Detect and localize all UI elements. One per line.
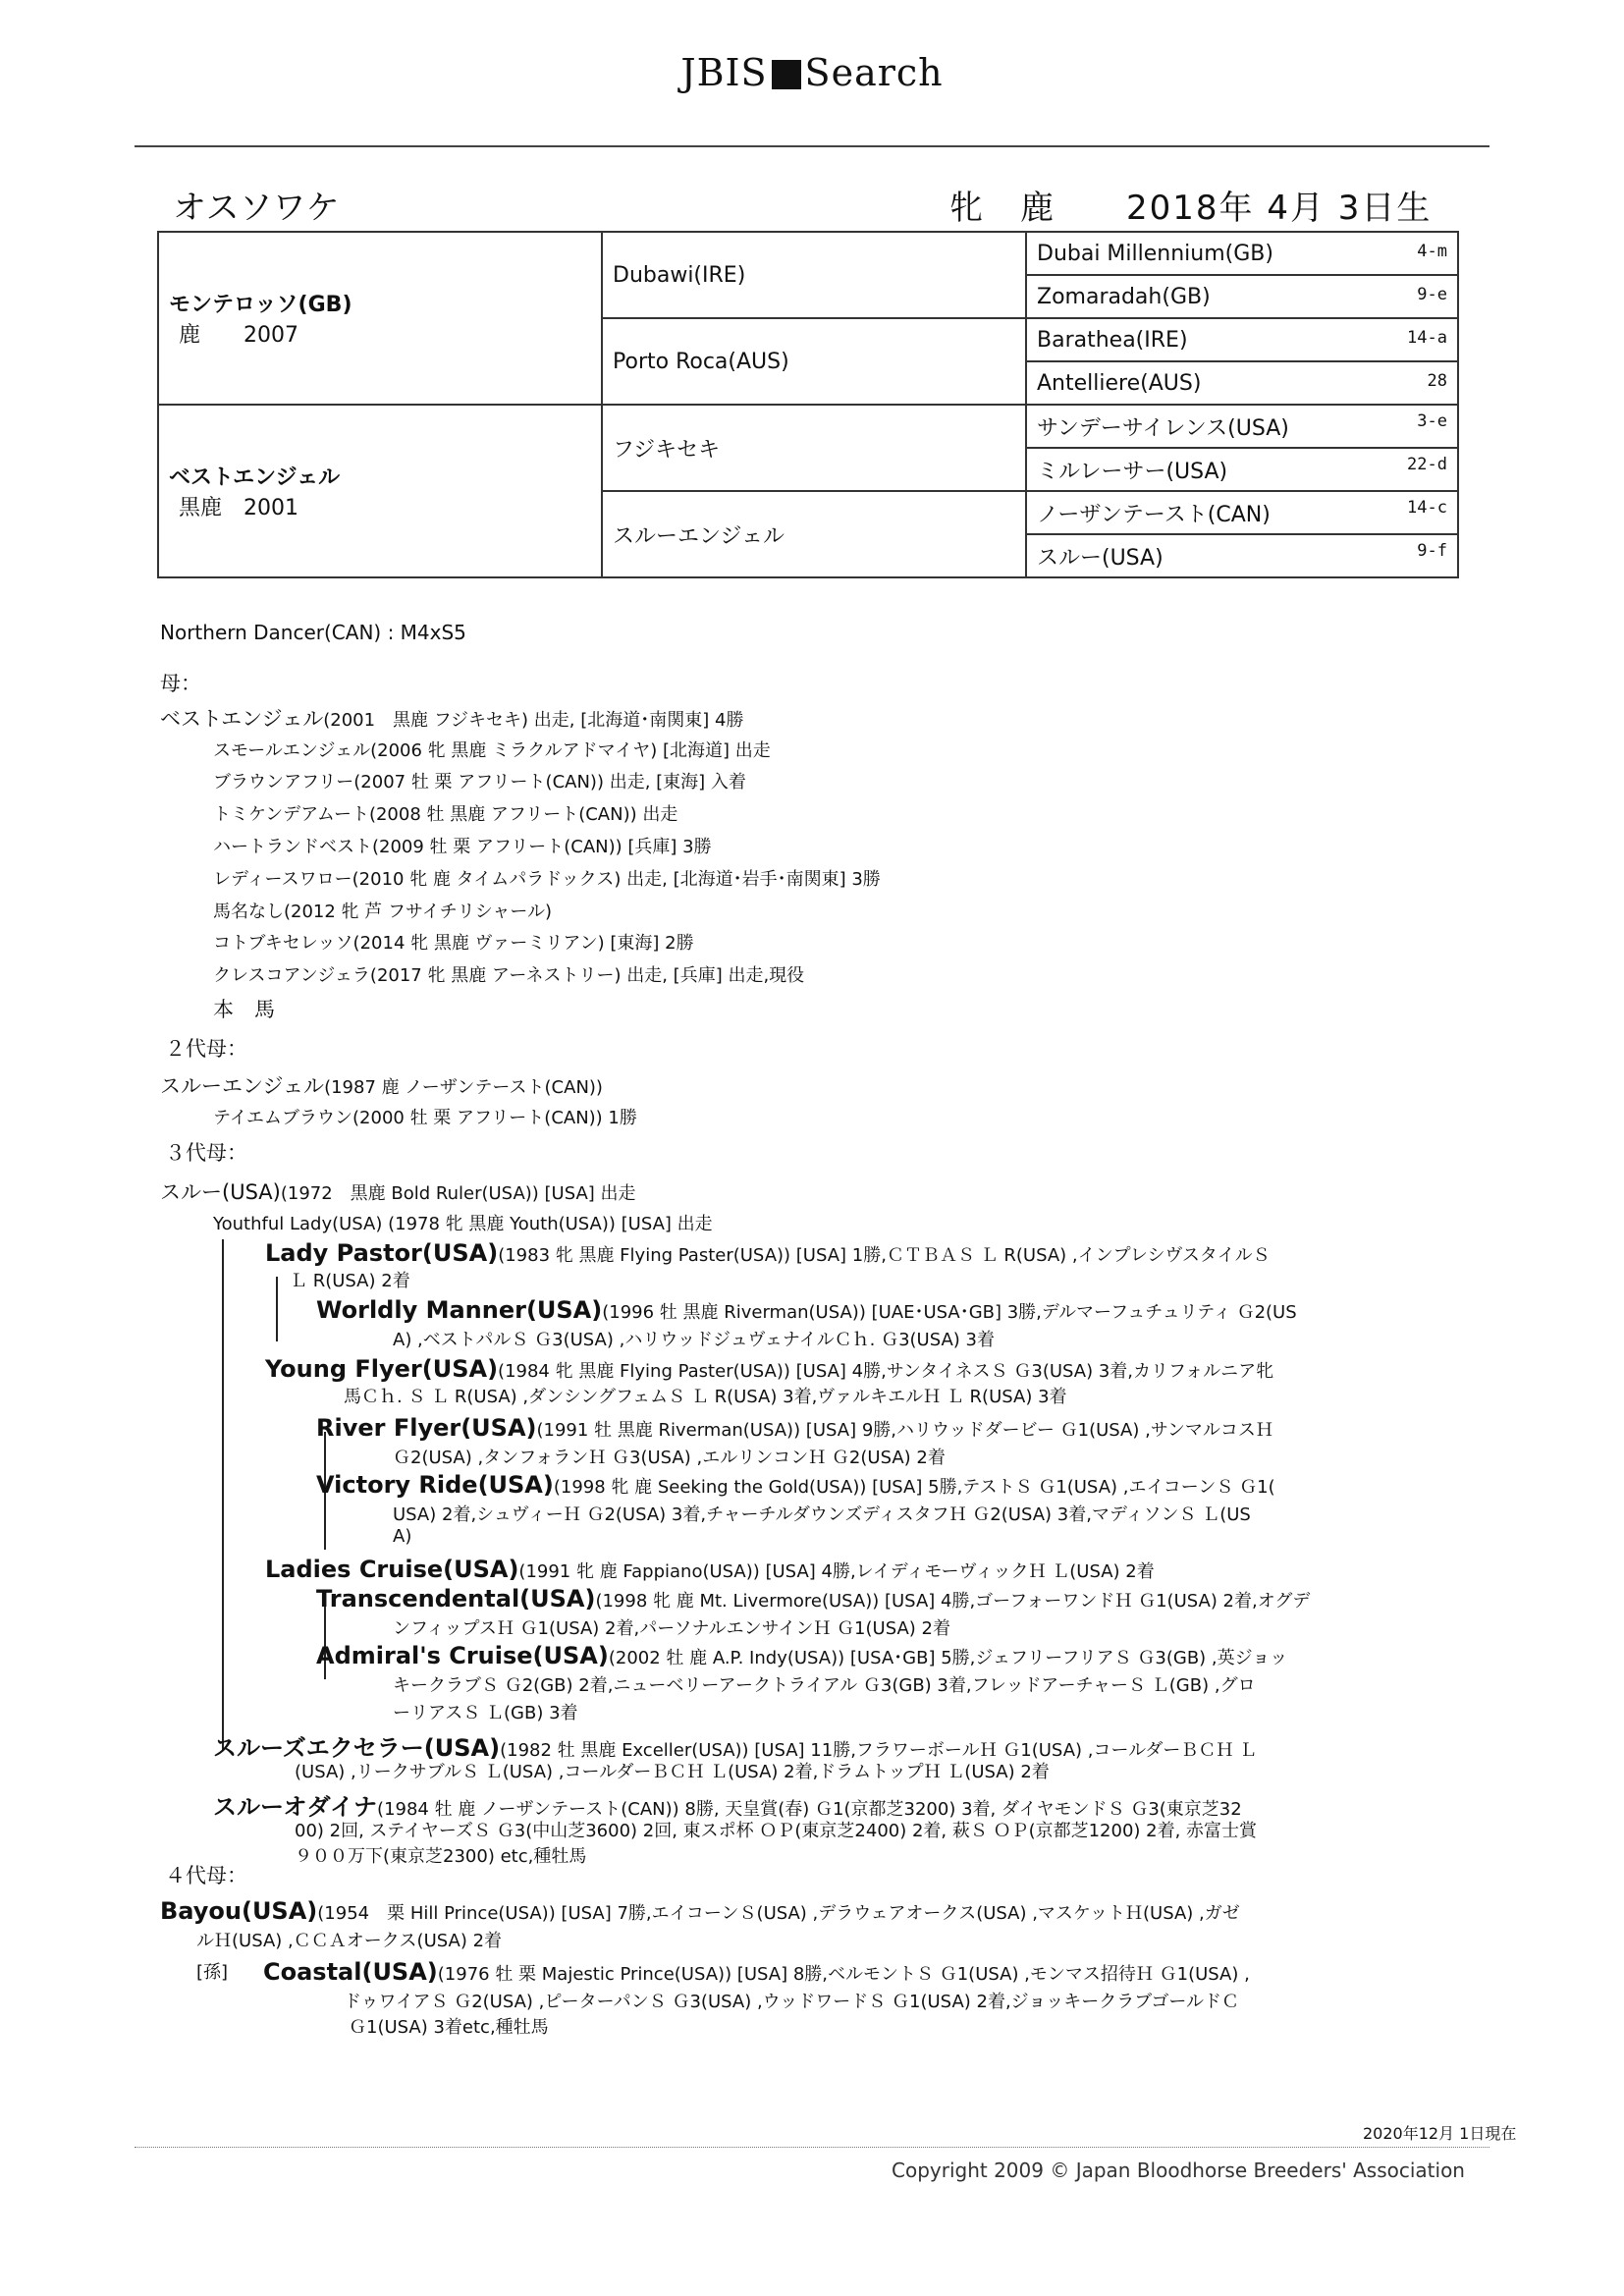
family-line: Transcendental(USA)(1998 牝 鹿 Mt. Livermore(USA)) [USA] 4勝,ゴーフォーワンドＨ Ｇ1(USA) 2着,オグデ — [316, 1585, 1311, 1613]
horse-name: オスソワケ — [173, 189, 340, 228]
gen3-cell: Zomaradah(GB) 9-e — [1026, 275, 1458, 318]
gen3-cell: サンデーサイレンス(USA) 3-e — [1026, 405, 1458, 448]
family-line: 馬名なし(2012 牝 芦 フサイチリシャール) — [213, 902, 553, 922]
family-line: ドゥワイアＳ Ｇ2(USA) ,ピーターパンＳ Ｇ3(USA) ,ウッドワードＳ Ｇ1(USA) 2着,ジョッキークラブゴールドＣ — [344, 1992, 1240, 2012]
family-line: コトブキセレッソ(2014 牝 黒鹿 ヴァーミリアン) [東海] 2勝 — [213, 933, 694, 954]
family-line: A) — [393, 1526, 412, 1547]
copyright: Copyright 2009 © Japan Bloodhorse Breeders' Association — [892, 2159, 1465, 2182]
pedigree-table — [157, 231, 1459, 578]
gen3-cell: Barathea(IRE) 14-a — [1026, 318, 1458, 361]
family-line: クレスコアンジェラ(2017 牝 黒鹿 アーネストリー) 出走, [兵庫] 出走,現役 — [213, 965, 805, 986]
family-line: キークラブＳ Ｇ2(GB) 2着,ニューベリーアークトライアル Ｇ3(GB) 3着,フレッドアーチャーＳ Ｌ(GB) ,グロ — [393, 1675, 1256, 1696]
logo-icon — [772, 60, 801, 89]
sire-cell: モンテロッソ(GB) 鹿 2007 — [158, 232, 602, 405]
family-line: トミケンデアムート(2008 牡 黒鹿 アフリート(CAN)) 出走 — [213, 804, 678, 825]
bottom-divider — [135, 2147, 1489, 2148]
family-line: 本 馬 — [213, 998, 275, 1021]
family-line: Ｌ R(USA) 2着 — [290, 1271, 410, 1291]
family-line: 00) 2回, ステイヤーズＳ Ｇ3(中山芝3600) 2回, 東スポ杯 ＯＰ(東京芝2400) 2着, 萩Ｓ ＯＰ(京都芝1200) 2着, 赤富士賞 — [295, 1821, 1258, 1841]
family-line: ブラウンアフリー(2007 牡 栗 アフリート(CAN)) 出走, [東海] 入着 — [213, 772, 746, 793]
family-line: ベストエンジェル(2001 黒鹿 フジキセキ) 出走, [北海道･南関東] 4勝 — [160, 707, 744, 731]
family-line: テイエムブラウン(2000 牡 栗 アフリート(CAN)) 1勝 — [213, 1108, 637, 1128]
family-line: (USA) ,リークサブルＳ Ｌ(USA) ,コールダーＢＣＨ Ｌ(USA) 2着,ドラムトップＨ Ｌ(USA) 2着 — [295, 1762, 1050, 1782]
family-line: Bayou(USA)(1954 栗 Hill Prince(USA)) [USA] 7勝,エイコーンＳ(USA) ,デラウェアオークス(USA) ,マスケットＨ(USA) ,ガゼ — [160, 1897, 1240, 1925]
sire-sire: Dubawi(IRE) — [602, 232, 1026, 318]
section-g4-title: ４代母： — [165, 1864, 247, 1887]
family-line: ９００万下(東京芝2300) etc,種牡馬 — [295, 1846, 587, 1867]
gen3-cell: Antelliere(AUS) 28 — [1026, 361, 1458, 405]
family-line: Worldly Manner(USA)(1996 牡 黒鹿 Riverman(USA)) [UAE･USA･GB] 3勝,デルマーフュチュリティ Ｇ2(US — [316, 1296, 1297, 1324]
family-line: Young Flyer(USA)(1984 牝 黒鹿 Flying Paster(USA)) [USA] 4勝,サンタイネスＳ Ｇ3(USA) 3着,カリフォルニア牝 — [265, 1355, 1274, 1383]
family-line: スモールエンジェル(2006 牝 黒鹿 ミラクルアドマイヤ) [北海道] 出走 — [213, 740, 771, 761]
dam-sire: フジキセキ — [602, 405, 1026, 491]
family-line: 馬Ｃｈ. Ｓ Ｌ R(USA) ,ダンシングフェムＳ Ｌ R(USA) 3着,ヴァルキエルＨ Ｌ R(USA) 3着 — [344, 1387, 1067, 1407]
dam-cell: ベストエンジェル 黒鹿 2001 — [158, 405, 602, 577]
family-line: スルーオダイナ(1984 牡 鹿 ノーザンテースト(CAN)) 8勝, 天皇賞(春) Ｇ1(京都芝3200) 3着, ダイヤモンドＳ Ｇ3(東京芝32 — [213, 1793, 1242, 1821]
family-line: Coastal(USA)(1976 牡 栗 Majestic Prince(USA)) [USA] 8勝,ベルモントＳ Ｇ1(USA) ,モンマス招待Ｈ Ｇ1(USA) , — [263, 1958, 1250, 1986]
gen3-cell: Dubai Millennium(GB) 4-m — [1026, 232, 1458, 275]
family-line: Ladies Cruise(USA)(1991 牝 鹿 Fappiano(USA)) [USA] 4勝,レイディモーヴィックＨ Ｌ(USA) 2着 — [265, 1556, 1155, 1583]
family-line: A) ,ベストパルＳ Ｇ3(USA) ,ハリウッドジュヴェナイルＣｈ. Ｇ3(USA) 3着 — [393, 1330, 995, 1350]
section-g2-title: ２代母： — [165, 1037, 247, 1061]
family-line: USA) 2着,シュヴィーＨ Ｇ2(USA) 3着,チャーチルダウンズディスタフＨ Ｇ2(USA) 3着,マディソンＳ Ｌ(US — [393, 1504, 1251, 1525]
family-line: ハートランドベスト(2009 牡 栗 アフリート(CAN)) [兵庫] 3勝 — [213, 837, 712, 857]
as-of-date: 2020年12月 1日現在 — [1363, 2124, 1517, 2143]
horse-info: 牝 鹿 2018年 4月 3日生 — [949, 189, 1433, 228]
tree-connector — [276, 1277, 278, 1341]
grandson-label: [孫] — [196, 1962, 229, 1983]
family-line: スルーズエクセラー(USA)(1982 牡 黒鹿 Exceller(USA)) [USA] 11勝,フラワーボールＨ Ｇ1(USA) ,コールダーＢＣＨ Ｌ — [213, 1734, 1258, 1762]
family-line: Lady Pastor(USA)(1983 牝 黒鹿 Flying Paster(USA)) [USA] 1勝,ＣＴＢＡＳ Ｌ R(USA) ,インプレシヴスタイルＳ — [265, 1239, 1271, 1267]
family-line: レディースワロー(2010 牝 鹿 タイムパラドックス) 出走, [北海道･岩手･南関東] 3勝 — [213, 869, 881, 890]
family-line: Youthful Lady(USA) (1978 牝 黒鹿 Youth(USA)) [USA] 出走 — [213, 1214, 713, 1234]
family-line: ンフィップスＨ Ｇ1(USA) 2着,パーソナルエンサインＨ Ｇ1(USA) 2着 — [393, 1618, 950, 1639]
family-line: Victory Ride(USA)(1998 牝 鹿 Seeking the Gold(USA)) [USA] 5勝,テストＳ Ｇ1(USA) ,エイコーンＳ Ｇ1( — [316, 1471, 1275, 1499]
gen3-cell: ノーザンテースト(CAN) 14-c — [1026, 491, 1458, 534]
section-dam-title: 母： — [160, 672, 201, 695]
family-line: ーリアスＳ Ｌ(GB) 3着 — [393, 1703, 578, 1723]
jbis-logo: JBIS Search — [680, 51, 944, 94]
section-g3-title: ３代母： — [165, 1141, 247, 1165]
family-line: ルＨ(USA) ,ＣＣＡオークス(USA) 2着 — [196, 1931, 503, 1951]
family-line: スルーエンジェル(1987 鹿 ノーザンテースト(CAN)) — [160, 1074, 603, 1098]
inbreeding-note: Northern Dancer(CAN) : M4xS5 — [160, 621, 466, 644]
gen3-cell: ミルレーサー(USA) 22-d — [1026, 448, 1458, 491]
sire-dam: Porto Roca(AUS) — [602, 318, 1026, 405]
family-line: Ｇ1(USA) 3着etc,種牡馬 — [349, 2017, 549, 2038]
family-line: River Flyer(USA)(1991 牡 黒鹿 Riverman(USA)) [USA] 9勝,ハリウッドダービー Ｇ1(USA) ,サンマルコスＨ — [316, 1414, 1273, 1442]
dam-dam: スルーエンジェル — [602, 491, 1026, 577]
gen3-cell: スルー(USA) 9-f — [1026, 534, 1458, 577]
family-line: Ｇ2(USA) ,タンフォランＨ Ｇ3(USA) ,エルリンコンＨ Ｇ2(USA) 2着 — [393, 1448, 946, 1468]
tree-connector — [222, 1239, 224, 1750]
family-line: Admiral's Cruise(USA)(2002 牡 鹿 A.P. Indy(USA)) [USA･GB] 5勝,ジェフリーフリアＳ Ｇ3(GB) ,英ジョッ — [316, 1642, 1288, 1669]
top-divider — [135, 145, 1489, 147]
family-line: スルー(USA)(1972 黒鹿 Bold Ruler(USA)) [USA] 出走 — [160, 1180, 636, 1204]
